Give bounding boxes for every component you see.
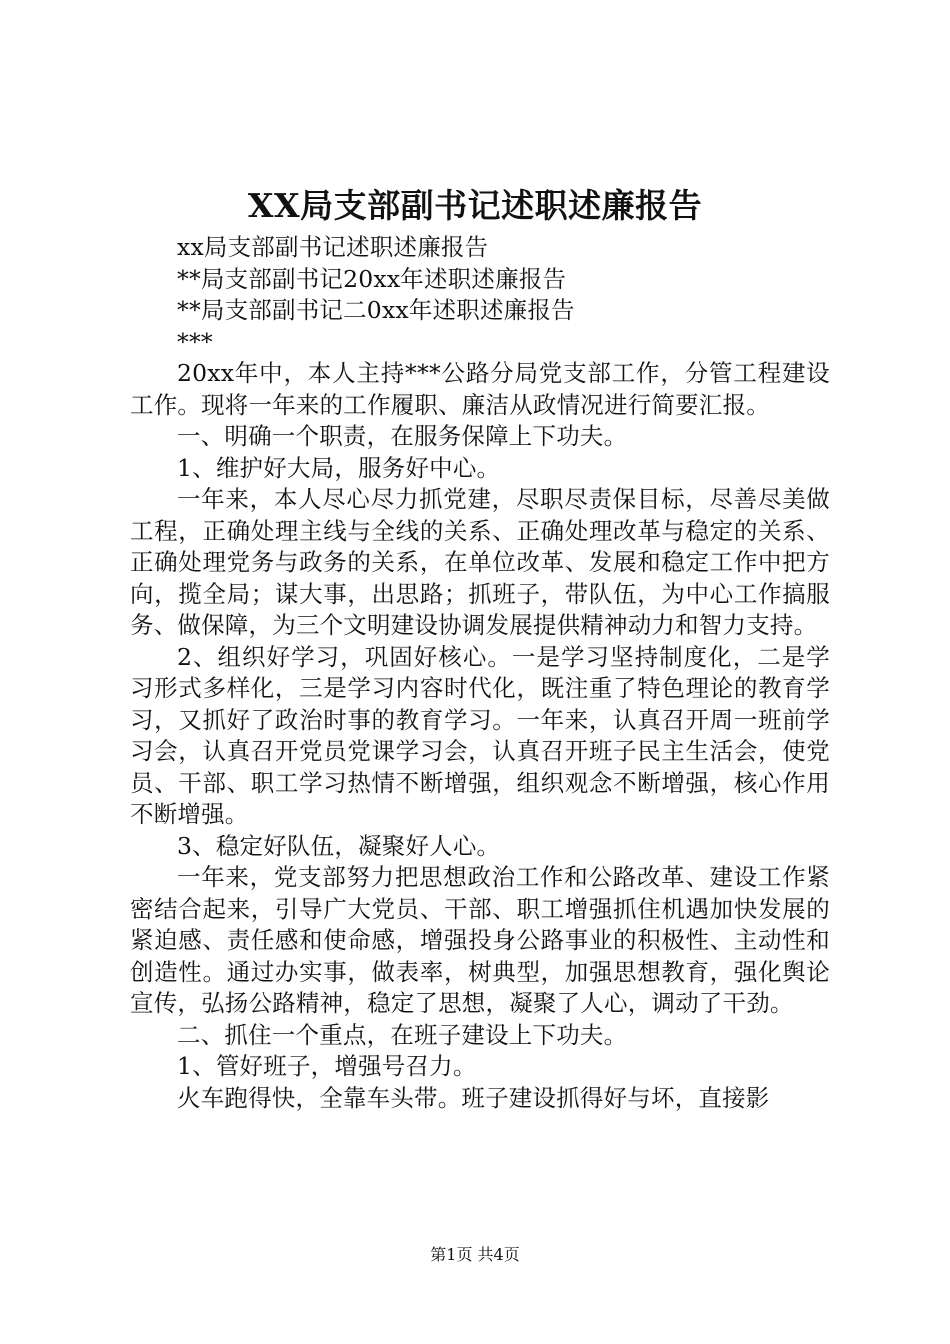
paragraph: 一年来，党支部努力把思想政治工作和公路改革、建设工作紧密结合起来，引导广大党员、干部、职工增强抓住机遇加快发展的紧迫感、责任感和使命感，增强投身公路事业的积极性、主动性和创造性。通过办实事，做表率，树典型，加强思想教育，强化舆论宣传，弘扬公路精神，稳定了思想，凝聚了人心，调动了干劲。	[130, 863, 830, 1017]
subsection-heading: 3、稳定好队伍，凝聚好人心。	[177, 831, 501, 860]
paragraph: xx局支部副书记述职述廉报告	[177, 233, 489, 261]
paragraph: 一年来，本人尽心尽力抓党建，尽职尽责保目标，尽善尽美做工程，正确处理主线与全线的关系、正确处理改革与稳定的关系、正确处理党务与政务的关系，在单位改革、发展和稳定工作中把方向，揽全局；谋大事，出思路；抓班子，带队伍，为中心工作搞服务、做保障，为三个文明建设协调发展提供精神动力和智力支持。	[130, 485, 830, 639]
paragraph: 火车跑得快，全靠车头带。班子建设抓得好与坏，直接影	[177, 1083, 770, 1112]
document-title: XX局支部副书记述职述廉报告	[247, 186, 703, 225]
paragraph: **局支部副书记20xx年述职述廉报告	[177, 264, 567, 293]
section-heading: 二、抓住一个重点，在班子建设上下功夫。	[177, 1020, 628, 1049]
paragraph: 20xx年中，本人主持***公路分局党支部工作，分管工程建设工作。现将一年来的工作履职、廉洁从政情况进行简要汇报。	[130, 359, 830, 419]
page-footer: 第1页 共4页	[430, 1245, 520, 1264]
subsection-heading: 1、维护好大局，服务好中心。	[177, 453, 501, 482]
paragraph: **局支部副书记二0xx年述职述廉报告	[177, 296, 575, 324]
subsection-heading: 1、管好班子，增强号召力。	[177, 1052, 477, 1080]
section-heading: 一、明确一个职责，在服务保障上下功夫。	[177, 422, 628, 450]
document-body	[130, 232, 830, 1114]
paragraph: ***	[177, 327, 213, 356]
paragraph: 2、组织好学习，巩固好核心。一是学习坚持制度化，二是学习形式多样化，三是学习内容时代化，既注重了特色理论的教育学习，又抓好了政治时事的教育学习。一年来，认真召开周一班前学习会，认真召开党员党课学习会，认真召开班子民主生活会，使党员、干部、职工学习热情不断增强，组织观念不断增强，核心作用不断增强。	[130, 642, 830, 828]
